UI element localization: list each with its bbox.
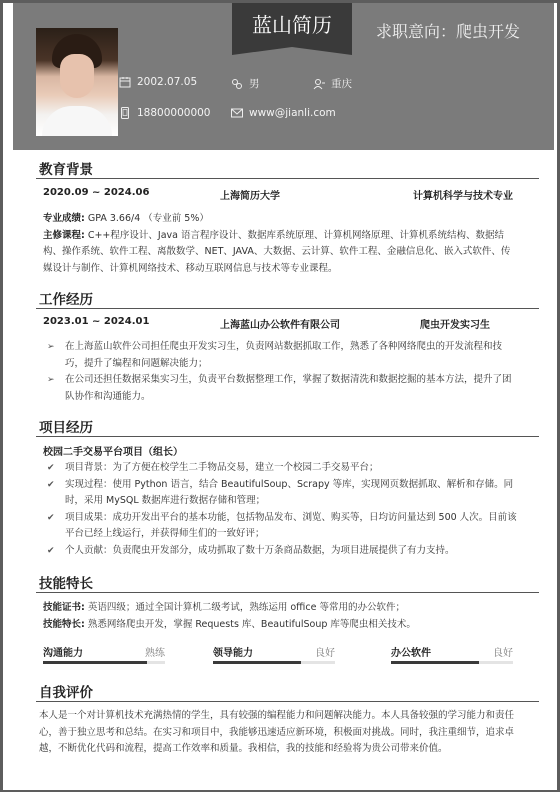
job-intent: 求职意向：爬虫开发: [376, 22, 521, 41]
phone-info: [119, 107, 211, 119]
skills-details: [43, 600, 517, 633]
skill-fill: [43, 661, 147, 664]
self-evaluation-text: 本人是一个对计算机技术充满热情的学生，具有较强的编程能力和问题解决能力。本人具备较强的学习能力和责任心，善于独立思考和总结。在实习和项目中，我能够迅速适应新环境，积极面对挑战。同时，我注重细节，追求卓越，不断优化代码和流程，提高工作效率和质量。我相信，我的技能和经验将为贵公司带来价值。: [39, 710, 515, 754]
list-item: ✔ 项目背景：为了方便在校学生二手物品交易，建立一个校园二手交易平台；: [43, 460, 519, 477]
work-items: [43, 339, 519, 405]
skill-bar: [391, 644, 513, 666]
score-label: 专业成绩:: [43, 213, 85, 224]
cert-label: 技能证书:: [43, 602, 85, 613]
gender-info: [231, 76, 260, 91]
calendar-icon: [119, 76, 131, 88]
work-role: 爬虫开发实习生: [420, 320, 490, 331]
courses-label: 主修课程:: [43, 229, 85, 241]
birth-date: 2002.07.05: [137, 76, 198, 88]
skill-track: [213, 661, 335, 664]
work-company: 上海蓝山办公软件有限公司: [220, 320, 340, 331]
work-divider: [36, 308, 539, 309]
project-items: [43, 460, 519, 559]
spec-value: 熟悉网络爬虫开发，掌握 Requests 库、BeautifulSoup 库等爬虫相关技术。: [87, 618, 416, 630]
skill-fill: [391, 661, 479, 664]
section-skills-title: 技能特长: [39, 576, 93, 592]
check-bullet-icon: ✔: [47, 479, 55, 490]
gender-value: 男: [249, 78, 260, 90]
skill-level: 熟练: [145, 648, 165, 659]
list-item: ✔ 项目成果：成功开发出平台的基本功能，包括物品发布、浏览、购买等，日均访问量达到 500 人次。目前该平台已经上线运行，并获得师生们的一致好评；: [47, 511, 517, 539]
section-self-title: 自我评价: [39, 685, 93, 701]
skill-level: 良好: [493, 648, 513, 659]
work-period: 2023.01 ~ 2024.01: [43, 316, 150, 327]
cert-value: 英语四级；通过全国计算机二级考试，熟练运用 office 等常用的办公软件；: [87, 602, 405, 613]
email-info: [231, 107, 336, 119]
phone-value: 18800000000: [137, 107, 211, 119]
project-name: 校园二手交易平台项目（组长）: [43, 447, 183, 458]
email-value: www@jianli.com: [249, 107, 336, 119]
skill-track: [391, 661, 513, 664]
score-value: GPA 3.66/4 （专业前 5%）: [87, 213, 209, 224]
person-location-icon: [313, 78, 325, 90]
arrow-bullet-icon: ➢: [47, 342, 55, 352]
skill-bar: [213, 644, 335, 666]
skill-fill: [213, 661, 301, 664]
birth-info: [119, 76, 197, 88]
list-item: ✔ 个人贡献：负责爬虫开发部分，成功抓取了数十万条商品数据，为项目进展提供了有力支持。: [43, 543, 519, 560]
city-info: [313, 76, 352, 91]
skill-track: [43, 661, 165, 664]
skill-label: 沟通能力: [43, 648, 83, 659]
list-item: ➢ 在公司还担任数据采集实习生，负责平台数据整理工作，掌握了数据清洗和数据挖掘的基本方法，提升了团队协作和沟通能力。: [47, 374, 512, 402]
education-period: 2020.09 ~ 2024.06: [43, 187, 150, 198]
education-major: 计算机科学与技术专业: [413, 191, 513, 202]
profile-photo: [36, 28, 118, 136]
skills-divider: [36, 592, 539, 593]
arrow-bullet-icon: ➢: [47, 375, 55, 385]
check-bullet-icon: ✔: [47, 463, 55, 473]
resume-name: 蓝山简历: [232, 3, 352, 55]
phone-icon: [119, 107, 131, 119]
city-value: 重庆: [331, 78, 352, 90]
skill-label: 领导能力: [213, 648, 253, 659]
courses-value: C++程序设计、Java 语言程序设计、数据库系统原理、计算机网络原理、计算机系统结构、数据结构、操作系统、软件工程、离散数学、NET、JAVA、大数据、云计算、软件工程、金融信息化、嵌入式软件、传媒设计与制作、计算机网络技术、移动互联网信息与技术等专业课程。: [43, 229, 511, 274]
skill-label: 办公软件: [391, 648, 431, 659]
education-divider: [36, 178, 539, 179]
header-banner: [13, 3, 554, 150]
list-item: ➢ 在上海蓝山软件公司担任爬虫开发实习生，负责网站数据抓取工作，熟悉了各种网络爬虫的开发流程和技巧，提升了编程和问题解决能力；: [47, 341, 503, 369]
section-education-title: 教育背景: [39, 162, 93, 178]
gender-icon: [231, 78, 243, 90]
spec-label: 技能特长:: [43, 618, 85, 630]
self-divider: [36, 701, 539, 702]
education-details: [43, 211, 517, 277]
resume-sheet: [3, 3, 557, 790]
list-item: ✔ 实现过程：使用 Python 语言，结合 BeautifulSoup、Scrapy 等库，实现网页数据抓取、解析和存储。同时，采用 MySQL 数据库进行数据存储和管理；: [47, 478, 514, 506]
check-bullet-icon: ✔: [47, 545, 55, 556]
project-divider: [36, 436, 539, 437]
section-project-title: 项目经历: [39, 420, 93, 436]
education-school: 上海简历大学: [220, 191, 280, 202]
check-bullet-icon: ✔: [47, 512, 55, 523]
section-work-title: 工作经历: [39, 292, 93, 308]
skill-level: 良好: [315, 648, 335, 659]
mail-icon: [231, 107, 243, 119]
skill-bar: [43, 644, 165, 666]
